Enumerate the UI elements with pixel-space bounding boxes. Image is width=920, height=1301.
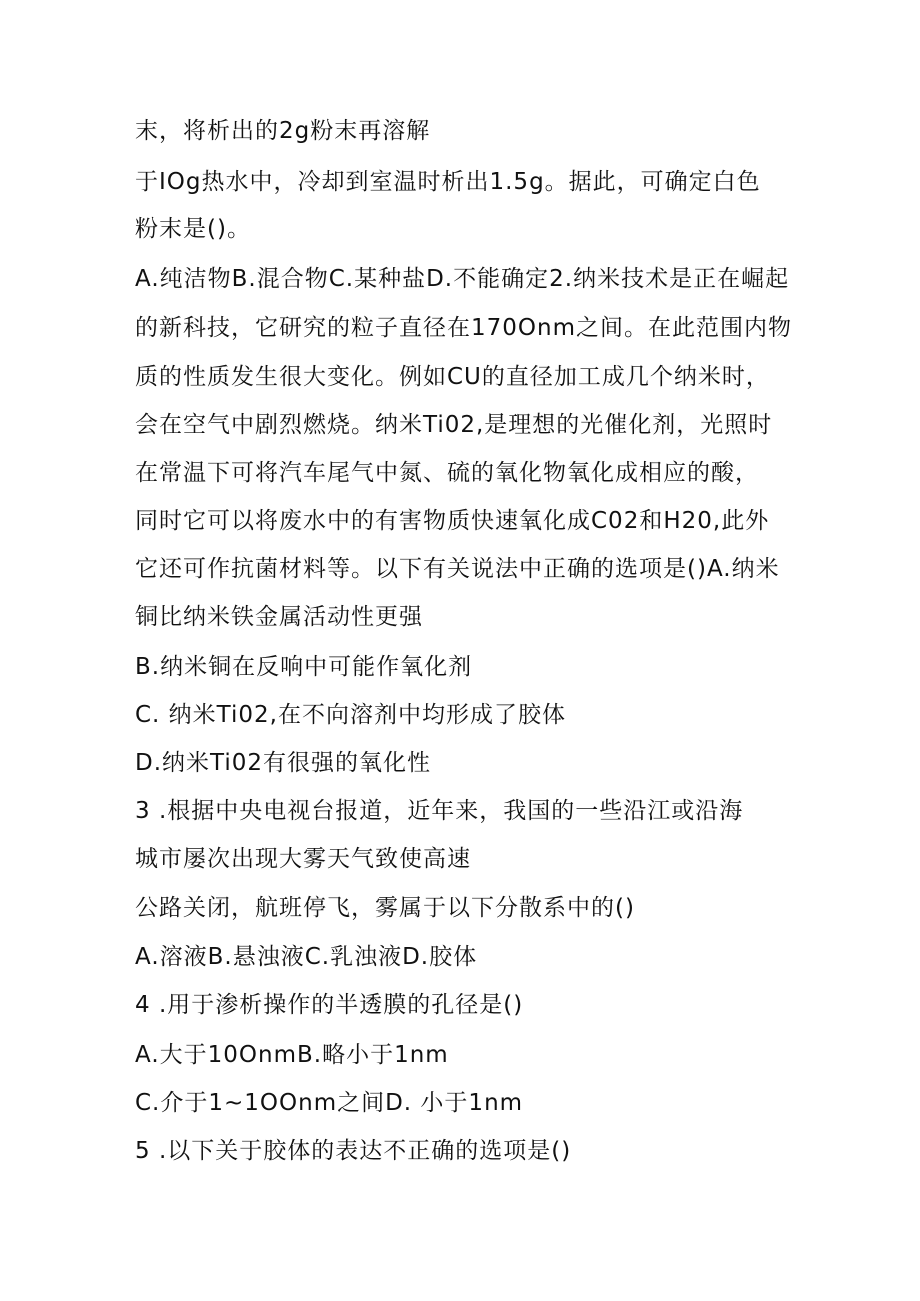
- text-line-13: C. 纳米Ti02,在不向溶剂中均形成了胶体: [135, 702, 566, 728]
- text-line-9: 同时它可以将废水中的有害物质快速氧化成C02和H20,此外: [135, 508, 770, 534]
- text-line-1: 末，将析出的2g粉末再溶解: [135, 118, 431, 144]
- text-line-8: 在常温下可将汽车尾气中氮、硫的氧化物氧化成相应的酸，: [135, 460, 759, 486]
- text-line-15: 3 .根据中央电视台报道，近年来，我国的一些沿江或沿海: [135, 798, 744, 824]
- text-line-14: D.纳米Ti02有很强的氧化性: [135, 750, 432, 776]
- text-line-16: 城市屡次出现大雾天气致使高速: [135, 846, 471, 872]
- text-line-20: A.大于10OnmB.略小于1nm: [135, 1042, 449, 1068]
- text-line-2: 于IOg热水中，冷却到室温时析出1.5g。据此，可确定白色: [135, 169, 761, 195]
- text-line-18: A.溶液B.悬浊液C.乳浊液D.胶体: [135, 944, 478, 970]
- text-line-11: 铜比纳米铁金属活动性更强: [135, 604, 423, 630]
- text-line-6: 质的性质发生很大变化。例如CU的直径加工成几个纳米时，: [135, 364, 770, 390]
- text-line-10: 它还可作抗菌材料等。以下有关说法中正确的选项是()A.纳米: [135, 556, 780, 582]
- text-line-19: 4 .用于渗析操作的半透膜的孔径是(): [135, 992, 524, 1018]
- text-line-7: 会在空气中剧烈燃烧。纳米Ti02,是理想的光催化剂，光照时: [135, 412, 773, 438]
- text-line-5: 的新科技，它研究的粒子直径在170Onm之间。在此范围内物: [135, 315, 792, 341]
- text-line-17: 公路关闭，航班停飞，雾属于以下分散系中的(): [135, 895, 635, 921]
- text-line-3: 粉末是()。: [135, 216, 251, 242]
- text-line-21: C.介于1~1OOnm之间D. 小于1nm: [135, 1090, 524, 1116]
- text-line-12: B.纳米铜在反响中可能作氧化剂: [135, 654, 473, 680]
- text-line-4: A.纯洁物B.混合物C.某种盐D.不能确定2.纳米技术是正在崛起: [135, 266, 790, 292]
- text-line-22: 5 .以下关于胶体的表达不正确的选项是(): [135, 1138, 572, 1164]
